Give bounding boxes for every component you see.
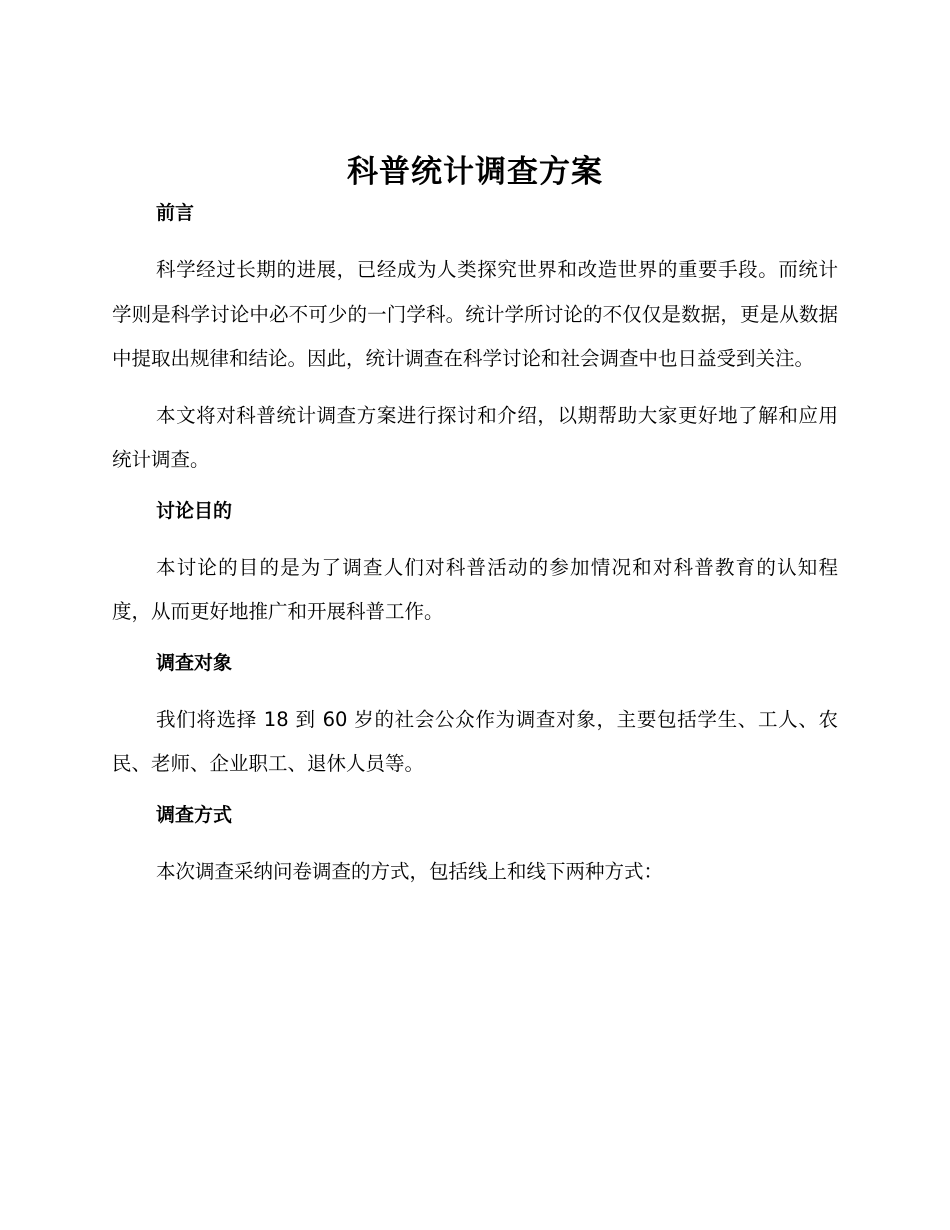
section-purpose — [112, 496, 838, 635]
document-title: 科普统计调查方案 — [347, 154, 603, 190]
paragraph: 科学经过长期的进展，已经成为人类探究世界和改造世界的重要手段。而统计学则是科学讨论中必不可少的一门学科。统计学所讨论的不仅仅是数据，更是从数据中提取出规律和结论。因此，统计调查在科学讨论和社会调查中也日益受到关注。 — [112, 258, 838, 370]
section-heading: 调查对象 — [156, 651, 233, 674]
paragraph: 本文将对科普统计调查方案进行探讨和介绍，以期帮助大家更好地了解和应用统计调查。 — [112, 403, 838, 471]
paragraph: 本讨论的目的是为了调查人们对科普活动的参加情况和对科普教育的认知程度，从而更好地推广和开展科普工作。 — [112, 555, 838, 623]
section-heading: 调查方式 — [156, 803, 233, 826]
document-body — [112, 198, 838, 894]
paragraph: 本次调查采纳问卷调查的方式，包括线上和线下两种方式： — [156, 859, 664, 883]
section-heading: 讨论目的 — [156, 499, 233, 522]
section-heading: 前言 — [156, 202, 195, 224]
section-method — [112, 800, 838, 895]
paragraph: 我们将选择 18 到 60 岁的社会公众作为调查对象，主要包括学生、工人、农民、老师、企业职工、退休人员等。 — [112, 707, 838, 775]
section-subjects — [112, 648, 838, 787]
section-preface — [112, 198, 838, 483]
